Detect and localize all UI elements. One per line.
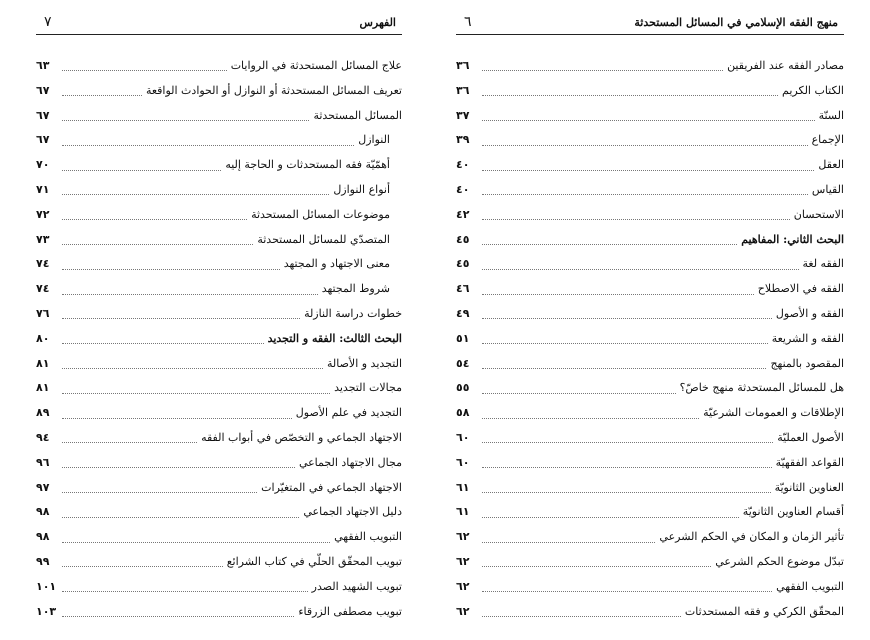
toc-page-number: ٥١: [456, 331, 470, 345]
toc-page-number: ٩٨: [36, 530, 50, 544]
page-number: ٦: [464, 14, 472, 30]
toc-page-number: ٤٠: [456, 182, 470, 196]
dot-leader: [62, 193, 329, 195]
toc-entry: [456, 178, 844, 203]
toc-entry: [456, 352, 844, 377]
dot-leader: [62, 541, 330, 543]
dot-leader: [62, 615, 294, 617]
toc-entry: [456, 302, 844, 327]
toc-entry-title: العناوين الثانويّة: [774, 480, 844, 494]
toc-page-number: ٧٤: [36, 282, 50, 296]
toc-entry-title: تأثير الزمان و المكان في الحكم الشرعي: [659, 530, 844, 544]
dot-leader: [62, 417, 292, 419]
toc-page-number: ٥٤: [456, 356, 470, 370]
dot-leader: [482, 417, 699, 419]
toc-entry: [36, 401, 402, 426]
toc-page-number: ٧٣: [36, 232, 50, 246]
toc-page-number: ٦٧: [36, 83, 50, 97]
toc-entry: [456, 525, 844, 550]
dot-leader: [62, 491, 257, 493]
toc-entry-title: المحقّق الكركي و فقه المستحدثات: [684, 604, 844, 618]
toc-entry: [36, 451, 402, 476]
toc-page-number: ٧١: [36, 182, 50, 196]
dot-leader: [62, 119, 309, 121]
dot-leader: [62, 342, 264, 344]
toc-page-number: ٥٨: [456, 406, 470, 420]
toc-entry: [456, 277, 844, 302]
toc-page-number: ٤٠: [456, 158, 470, 172]
toc-entry: [456, 451, 844, 476]
toc-page-number: ٤٥: [456, 232, 470, 246]
toc-entry-title: مجالات التجديد: [334, 381, 402, 395]
toc-entry: [36, 178, 402, 203]
toc-entry: [36, 575, 402, 600]
toc-entry-title: مجال الاجتهاد الجماعي: [298, 455, 402, 469]
dot-leader: [482, 392, 676, 394]
dot-leader: [482, 342, 768, 344]
toc-page-number: ٧٦: [36, 306, 50, 320]
toc-entry: [36, 550, 402, 575]
toc-entry: [36, 476, 402, 501]
dot-leader: [482, 590, 772, 592]
toc-entry: [456, 203, 844, 228]
toc-entry-title: الفقه في الاصطلاح: [757, 282, 844, 296]
toc-entry-title: التبويب الفقهي: [776, 579, 844, 593]
toc-entry: [456, 376, 844, 401]
toc-page-number: ٣٩: [456, 133, 470, 147]
toc-entry: [456, 128, 844, 153]
toc-page-number: ٩٧: [36, 480, 50, 494]
toc-entry-title: الفقه و الشريعة: [771, 331, 844, 345]
dot-leader: [62, 441, 197, 443]
page-number: ٧: [44, 14, 52, 30]
toc-entry: [36, 203, 402, 228]
toc-entry: [36, 600, 402, 625]
header-title: منهج الفقه الإسلامي في المسائل المستحدثة: [634, 16, 838, 29]
toc-list: [456, 54, 844, 624]
toc-entry: [36, 252, 402, 277]
toc-entry-title: التبويب الفقهي: [334, 530, 402, 544]
dot-leader: [62, 590, 308, 592]
toc-page-number: ٦١: [456, 480, 470, 494]
dot-leader: [482, 466, 772, 468]
toc-page-number: ٧٤: [36, 257, 50, 271]
toc-page-number: ٤٥: [456, 257, 470, 271]
toc-entry-title: الفقه لغة: [802, 257, 844, 271]
toc-entry: [36, 128, 402, 153]
toc-entry-title: معنى الاجتهاد و المجتهد: [283, 257, 390, 271]
toc-entry: [456, 575, 844, 600]
dot-leader: [62, 94, 142, 96]
toc-entry: [36, 352, 402, 377]
toc-entry-title: المسائل المستحدثة: [313, 108, 402, 122]
dot-leader: [62, 516, 299, 518]
toc-entry-title: تبويب الشهيد الصدر: [311, 579, 402, 593]
toc-page-number: ٩٨: [36, 505, 50, 519]
toc-entry: [36, 525, 402, 550]
dot-leader: [62, 169, 221, 171]
dot-leader: [482, 144, 808, 146]
toc-entry-title: موضوعات المسائل المستحدثة: [251, 207, 390, 221]
dot-leader: [482, 615, 681, 617]
toc-page-number: ٩٦: [36, 455, 50, 469]
toc-entry-title: دليل الاجتهاد الجماعي: [303, 505, 402, 519]
toc-page-number: ٦٢: [456, 579, 470, 593]
dot-leader: [482, 218, 790, 220]
toc-entry-title: تبدّل موضوع الحكم الشرعي: [715, 554, 844, 568]
toc-page-number: ٦٢: [456, 554, 470, 568]
toc-entry-title: الاجتهاد الجماعي و التخصّص في أبواب الفقه: [201, 430, 402, 444]
toc-entry: [36, 500, 402, 525]
toc-page-number: ٦٠: [456, 455, 470, 469]
toc-entry-title: شروط المجتهد: [321, 282, 390, 296]
header-title: الفهرس: [359, 16, 396, 29]
toc-entry-title: أهمّيّة فقه المستحدثات و الحاجة إليه: [225, 158, 390, 172]
dot-leader: [62, 317, 300, 319]
toc-entry-title: مصادر الفقه عند الفريقين: [727, 59, 844, 72]
toc-entry: [456, 79, 844, 104]
right-page: [456, 0, 844, 640]
toc-page-number: ٤٦: [456, 282, 470, 296]
toc-page-number: ٣٦: [456, 83, 470, 97]
toc-entry: [456, 327, 844, 352]
dot-leader: [62, 144, 354, 146]
toc-page-number: ٦٢: [456, 530, 470, 544]
dot-leader: [482, 541, 655, 543]
toc-entry: [36, 228, 402, 253]
toc-entry-title: السنّة: [818, 108, 844, 122]
header-rule: [456, 34, 844, 35]
toc-entry-title: تبويب المحقّق الحلّي في كتاب الشرائع: [226, 554, 402, 568]
toc-entry-title: هل للمسائل المستحدثة منهج خاصّ؟: [679, 381, 844, 395]
toc-entry-title: القواعد الفقهيّة: [775, 455, 844, 469]
toc-entry: [36, 277, 402, 302]
dot-leader: [482, 243, 737, 245]
dot-leader: [62, 243, 253, 245]
toc-entry: [456, 426, 844, 451]
toc-entry: [456, 476, 844, 501]
toc-entry-title: تبويب مصطفى الزرقاء: [298, 604, 402, 618]
dot-leader: [482, 491, 771, 493]
toc-entry-title: البحث الثالث: الفقه و التجديد: [267, 331, 402, 345]
toc-entry-title: التجديد في علم الأصول: [295, 406, 402, 420]
toc-entry-title: أقسام العناوين الثانويّة: [742, 505, 844, 519]
toc-entry-title: الفقه و الأصول: [775, 306, 844, 320]
dot-leader: [482, 516, 739, 518]
toc-entry: [456, 500, 844, 525]
toc-page-number: ١٠١: [36, 579, 57, 593]
dot-leader: [62, 565, 223, 567]
toc-entry-title: الأصول العمليّة: [777, 430, 844, 444]
dot-leader: [62, 392, 330, 394]
toc-section-heading: [456, 228, 844, 253]
toc-entry: [456, 550, 844, 575]
toc-page-number: ٧٢: [36, 207, 50, 221]
toc-entry-title: الاجتهاد الجماعي في المتغيّرات: [261, 480, 402, 494]
dot-leader: [482, 367, 766, 369]
toc-page-number: ٩٩: [36, 554, 50, 568]
toc-entry-title: الكتاب الكريم: [782, 83, 844, 97]
dot-leader: [482, 293, 754, 295]
toc-page-number: ٦٧: [36, 108, 50, 122]
toc-entry: [456, 252, 844, 277]
toc-page-number: ٨١: [36, 381, 50, 395]
dot-leader: [62, 367, 323, 369]
header-rule: [36, 34, 402, 35]
dot-leader: [482, 169, 814, 171]
toc-entry-title: علاج المسائل المستحدثة في الروايات: [230, 59, 402, 72]
toc-page-number: ٧٠: [36, 158, 50, 172]
toc-entry: [456, 600, 844, 625]
toc-page-number: ٤٢: [456, 207, 470, 221]
toc-page-number: ٨١: [36, 356, 50, 370]
toc-page-number: ٦٣: [36, 59, 50, 72]
toc-list: [36, 54, 402, 624]
toc-page-number: ٦٧: [36, 133, 50, 147]
dot-leader: [482, 119, 815, 121]
running-head: [456, 14, 844, 32]
toc-section-heading: [36, 327, 402, 352]
toc-entry-title: الاستحسان: [793, 207, 844, 221]
dot-leader: [482, 317, 772, 319]
toc-page-number: ٤٩: [456, 306, 470, 320]
toc-entry: [36, 104, 402, 129]
toc-page-number: ٩٤: [36, 430, 50, 444]
toc-page-number: ٨٩: [36, 406, 50, 420]
dot-leader: [62, 466, 295, 468]
toc-entry-title: النوازل: [358, 133, 390, 147]
dot-leader: [482, 94, 778, 96]
dot-leader: [482, 565, 711, 567]
toc-entry-title: الإطلاقات و العمومات الشرعيّة: [703, 406, 844, 420]
toc-entry-title: الإجماع: [811, 133, 844, 147]
left-page: [36, 0, 402, 640]
toc-entry-title: المقصود بالمنهج: [770, 356, 844, 370]
toc-entry-title: العقل: [818, 158, 844, 172]
running-head: [36, 14, 402, 32]
toc-entry: [36, 426, 402, 451]
toc-entry: [36, 302, 402, 327]
toc-entry-title: التجديد و الأصالة: [326, 356, 402, 370]
toc-entry: [36, 79, 402, 104]
toc-entry-title: البحث الثاني: المفاهيم: [741, 232, 844, 246]
toc-entry-title: القياس: [811, 182, 844, 196]
toc-page-number: ٣٦: [456, 59, 470, 72]
toc-entry-title: خطوات دراسة النازلة: [304, 306, 402, 320]
toc-entry: [36, 376, 402, 401]
toc-page-number: ٦٠: [456, 430, 470, 444]
toc-page-number: ٥٥: [456, 381, 470, 395]
dot-leader: [482, 193, 808, 195]
dot-leader: [62, 218, 247, 220]
toc-page-number: ٨٠: [36, 331, 50, 345]
toc-page-number: ١٠٣: [36, 604, 57, 618]
dot-leader: [482, 69, 723, 71]
dot-leader: [62, 268, 280, 270]
toc-page-number: ٣٧: [456, 108, 470, 122]
toc-entry: [456, 401, 844, 426]
toc-entry-title: المتصدّي للمسائل المستحدثة: [257, 232, 390, 246]
toc-entry: [456, 104, 844, 129]
toc-entry: [456, 153, 844, 178]
toc-entry: [36, 153, 402, 178]
dot-leader: [482, 268, 799, 270]
dot-leader: [482, 441, 773, 443]
toc-page-number: ٦٢: [456, 604, 470, 618]
toc-entry-title: تعريف المسائل المستحدثة أو النوازل أو الحوادث الواقعة: [145, 83, 402, 97]
toc-entry: [456, 54, 844, 79]
toc-entry-title: أنواع النوازل: [333, 182, 390, 196]
dot-leader: [62, 293, 318, 295]
dot-leader: [62, 69, 227, 71]
toc-page-number: ٦١: [456, 505, 470, 519]
toc-entry: [36, 54, 402, 79]
